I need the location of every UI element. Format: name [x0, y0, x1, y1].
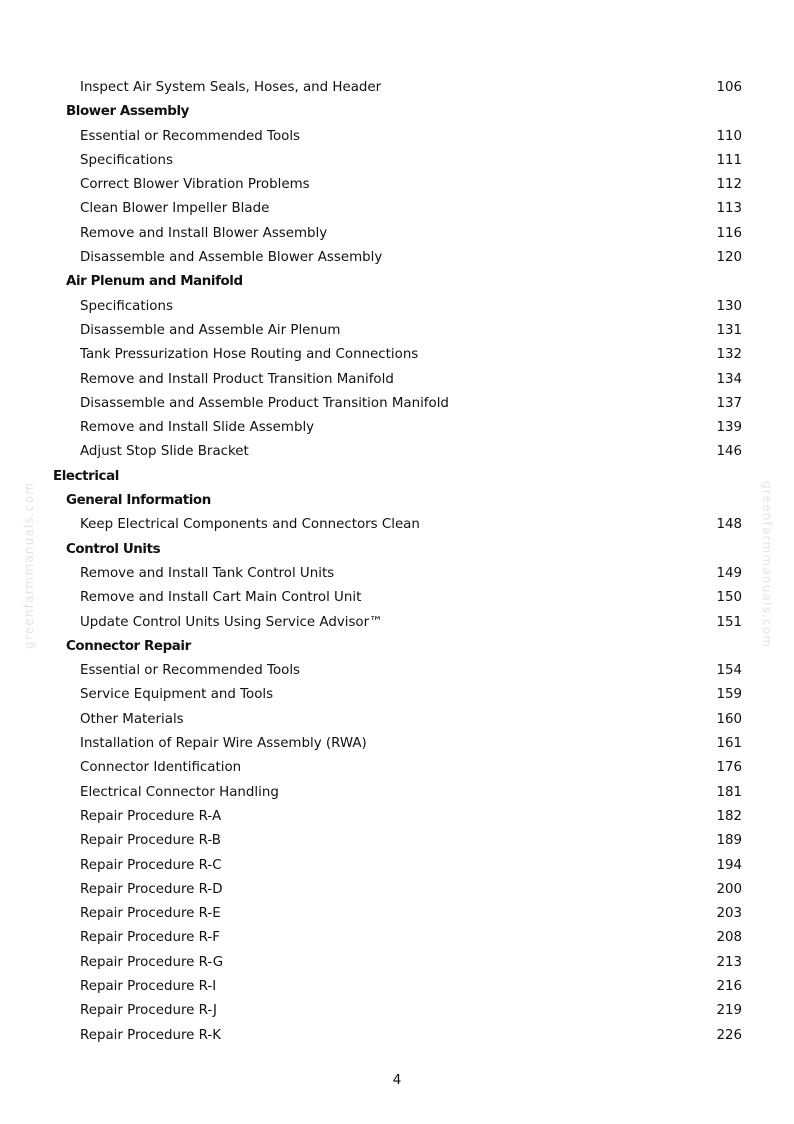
toc-entry-page-number: 130 [716, 298, 742, 314]
toc-entry-label: Blower Assembly [66, 104, 189, 120]
toc-entry[interactable] [0, 392, 794, 416]
toc-entry-label: Adjust Stop Slide Bracket [80, 444, 249, 460]
toc-entry-label: Disassemble and Assemble Air Plenum [80, 322, 341, 338]
toc-entry-label: Remove and Install Product Transition Manifold [80, 371, 394, 387]
toc-entry-page-number: 149 [716, 565, 742, 581]
toc-entry-label: Specifications [80, 298, 173, 314]
toc-entry[interactable] [0, 756, 794, 780]
toc-entry-page-number: 160 [716, 711, 742, 727]
toc-entry-page-number: 111 [716, 152, 742, 168]
toc-entry[interactable] [0, 781, 794, 805]
toc-entry-page-number: 110 [716, 128, 742, 144]
toc-entry-label: Keep Electrical Components and Connectors Clean [80, 517, 420, 533]
toc-entry[interactable] [0, 197, 794, 221]
toc-subsection-heading[interactable] [0, 270, 794, 294]
toc-entry-page-number: 148 [716, 517, 742, 533]
toc-entry[interactable] [0, 902, 794, 926]
toc-entry-label: Other Materials [80, 711, 184, 727]
toc-entry[interactable] [0, 125, 794, 149]
toc-subsection-heading[interactable] [0, 538, 794, 562]
toc-entry-label: Update Control Units Using Service Advisor™ [80, 614, 383, 630]
toc-entry-page-number: 116 [716, 225, 742, 241]
toc-entry-page-number: 131 [716, 322, 742, 338]
toc-entry-label: Electrical [53, 468, 119, 484]
toc-entry-page-number: 208 [716, 930, 742, 946]
toc-entry-label: Inspect Air System Seals, Hoses, and Header [80, 80, 382, 95]
toc-entry[interactable] [0, 368, 794, 392]
toc-entry[interactable] [0, 222, 794, 246]
toc-entry[interactable] [0, 513, 794, 537]
toc-entry-label: Control Units [66, 541, 161, 557]
toc-entry[interactable] [0, 319, 794, 343]
toc-entry[interactable] [0, 76, 794, 100]
toc-entry-label: Remove and Install Tank Control Units [80, 565, 335, 581]
toc-entry-label: Remove and Install Slide Assembly [80, 420, 315, 436]
toc-entry-page-number: 146 [716, 444, 742, 460]
toc-entry-page-number: 176 [716, 760, 742, 776]
toc-entry-label: Essential or Recommended Tools [80, 128, 301, 144]
toc-entry-page-number: 106 [716, 80, 742, 95]
toc-entry-label: Repair Procedure R-J [80, 1003, 217, 1019]
toc-entry-label: Installation of Repair Wire Assembly (RWA) [80, 736, 367, 752]
toc-entry[interactable] [0, 999, 794, 1023]
toc-entry-label: Repair Procedure R-I [80, 978, 217, 994]
toc-entry[interactable] [0, 926, 794, 950]
toc-entry-page-number: 150 [716, 590, 742, 606]
toc-entry[interactable] [0, 732, 794, 756]
toc-entry-page-number: 194 [716, 857, 742, 873]
toc-entry[interactable] [0, 246, 794, 270]
toc-entry-page-number: 226 [716, 1027, 742, 1043]
toc-entry[interactable] [0, 149, 794, 173]
toc-entry-page-number: 161 [716, 736, 742, 752]
toc-entry-page-number: 181 [716, 784, 742, 800]
toc-entry-page-number: 113 [716, 201, 742, 217]
toc-entry-label: Repair Procedure R-K [80, 1027, 222, 1043]
toc-entry-label: Essential or Recommended Tools [80, 663, 301, 679]
watermark-left: greenfarmmanuals.com [22, 481, 36, 649]
toc-entry[interactable] [0, 975, 794, 999]
toc-entry-label: General Information [66, 493, 211, 509]
toc-entry-label: Repair Procedure R-G [80, 954, 224, 970]
toc-entry-label: Connector Identification [80, 760, 242, 776]
page-number: 4 [392, 1073, 402, 1088]
toc-entry-page-number: 200 [716, 881, 742, 897]
toc-entry[interactable] [0, 708, 794, 732]
toc-entry[interactable] [0, 343, 794, 367]
toc-entry-label: Specifications [80, 152, 173, 168]
toc-entry-label: Air Plenum and Manifold [66, 274, 243, 290]
toc-entry-label: Repair Procedure R-A [80, 808, 222, 824]
toc-entry-page-number: 203 [716, 906, 742, 922]
toc-entry[interactable] [0, 611, 794, 635]
toc-entry-page-number: 213 [716, 954, 742, 970]
toc-entry-label: Repair Procedure R-F [80, 930, 220, 946]
toc-entry-page-number: 120 [716, 250, 742, 266]
toc-entry-label: Clean Blower Impeller Blade [80, 201, 270, 217]
toc-entry[interactable] [0, 562, 794, 586]
toc-entry[interactable] [0, 295, 794, 319]
toc-entry-label: Connector Repair [66, 638, 191, 654]
toc-entry[interactable] [0, 829, 794, 853]
toc-entry[interactable] [0, 440, 794, 464]
toc-entry-page-number: 182 [716, 808, 742, 824]
toc-entry-label: Repair Procedure R-E [80, 906, 221, 922]
toc-entry[interactable] [0, 878, 794, 902]
toc-entry-label: Remove and Install Cart Main Control Unit [80, 590, 362, 606]
toc-entry[interactable] [0, 854, 794, 878]
toc-section-heading[interactable] [0, 465, 794, 489]
toc-entry-page-number: 137 [716, 395, 742, 411]
toc-entry-page-number: 189 [716, 833, 742, 849]
toc-entry-label: Repair Procedure R-C [80, 857, 222, 873]
toc-entry-page-number: 151 [716, 614, 742, 630]
toc-entry-label: Service Equipment and Tools [80, 687, 274, 703]
toc-entry[interactable] [0, 416, 794, 440]
toc-entry[interactable] [0, 951, 794, 975]
toc-entry-page-number: 159 [716, 687, 742, 703]
toc-entry[interactable] [0, 659, 794, 683]
toc-entry-page-number: 154 [716, 663, 742, 679]
toc-entry-page-number: 139 [716, 420, 742, 436]
toc-entry-label: Electrical Connector Handling [80, 784, 279, 800]
toc-entry[interactable] [0, 683, 794, 707]
toc-entry-label: Correct Blower Vibration Problems [80, 177, 310, 193]
toc-subsection-heading[interactable] [0, 635, 794, 659]
toc-entry[interactable] [0, 586, 794, 610]
toc-entry-label: Disassemble and Assemble Blower Assembly [80, 250, 383, 266]
table-of-contents [0, 76, 794, 1048]
toc-entry-label: Tank Pressurization Hose Routing and Connections [80, 347, 419, 363]
toc-entry-label: Repair Procedure R-B [80, 833, 221, 849]
toc-entry[interactable] [0, 805, 794, 829]
toc-entry-label: Disassemble and Assemble Product Transition Manifold [80, 395, 449, 411]
toc-entry-page-number: 132 [716, 347, 742, 363]
toc-entry-page-number: 219 [716, 1003, 742, 1019]
toc-entry-page-number: 216 [716, 978, 742, 994]
toc-subsection-heading[interactable] [0, 100, 794, 124]
toc-entry[interactable] [0, 1024, 794, 1048]
toc-entry[interactable] [0, 173, 794, 197]
toc-entry-label: Repair Procedure R-D [80, 881, 223, 897]
toc-entry-page-number: 112 [716, 177, 742, 193]
watermark-right: greenfarmmanuals.com [760, 481, 774, 649]
toc-subsection-heading[interactable] [0, 489, 794, 513]
toc-entry-page-number: 134 [716, 371, 742, 387]
toc-entry-label: Remove and Install Blower Assembly [80, 225, 328, 241]
